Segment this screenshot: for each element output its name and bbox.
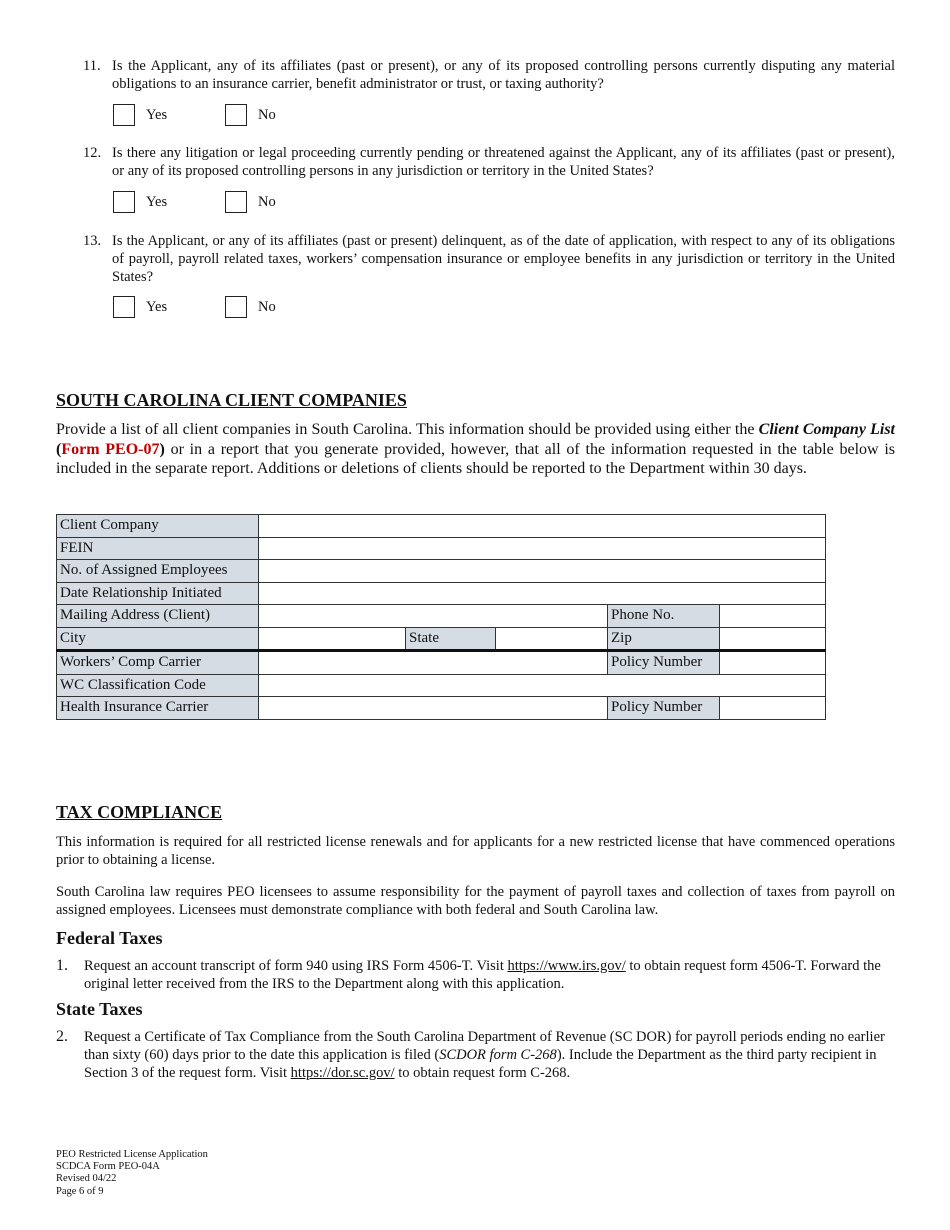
question-number: 13. [83, 233, 102, 249]
question-text: Is there any litigation or legal proceeding currently pending or threatened against the Applicant, any of its affiliates (past or present), or any of its proposed controlling persons in any jurisdiction or territory in the United States? [112, 145, 895, 179]
question-11 [83, 57, 895, 93]
no-label: No [258, 106, 276, 123]
footer-line: Revised 04/22 [56, 1173, 117, 1185]
question-11-yes[interactable] [113, 104, 167, 126]
client-companies-title: SOUTH CAROLINA CLIENT COMPANIES [56, 390, 407, 410]
question-12-yes[interactable] [113, 191, 167, 213]
health-policy-number-field[interactable] [720, 697, 826, 720]
wc-policy-number-field[interactable] [720, 651, 826, 675]
no-checkbox[interactable] [225, 191, 247, 213]
yes-checkbox[interactable] [113, 191, 135, 213]
phone-field[interactable] [720, 605, 826, 628]
yes-label: Yes [146, 106, 168, 123]
form-peo-07-ref: Form PEO-07 [61, 440, 160, 458]
question-12 [83, 144, 895, 180]
date-initiated-label: Date Relationship Initiated [57, 582, 259, 605]
question-13-no[interactable] [225, 296, 276, 318]
client-company-field[interactable] [259, 515, 826, 538]
client-company-list-ref: Client Company List [758, 421, 895, 438]
footer-line: PEO Restricted License Application [56, 1149, 208, 1160]
health-policy-number-label: Policy Number [608, 697, 720, 720]
zip-label: Zip [608, 627, 720, 651]
page-footer [56, 1149, 208, 1198]
state-label: State [406, 627, 496, 651]
yes-checkbox[interactable] [113, 296, 135, 318]
yes-checkbox[interactable] [113, 104, 135, 126]
wc-classification-label: WC Classification Code [57, 674, 259, 697]
intro-text: Provide a list of all client companies in South Carolina. This information should be provided using either the [56, 421, 759, 438]
city-field[interactable] [259, 627, 406, 651]
tax-compliance-title: TAX COMPLIANCE [56, 802, 223, 822]
item-text: Request an account transcript of form 940 using IRS Form 4506-T. Visit [84, 958, 508, 974]
date-initiated-field[interactable] [259, 582, 826, 605]
page-number: Page 6 of 9 [56, 1185, 104, 1197]
question-13-yes[interactable] [113, 296, 167, 318]
mailing-address-field[interactable] [259, 605, 608, 628]
paren-open: ( [56, 440, 62, 458]
question-number: 12. [83, 145, 102, 161]
question-11-no[interactable] [225, 104, 276, 126]
item-number: 1. [56, 957, 68, 974]
scdor-form-ref: SCDOR form C-268 [439, 1047, 557, 1063]
zip-field[interactable] [720, 627, 826, 651]
client-company-label: Client Company [57, 515, 259, 538]
client-companies-intro [56, 420, 895, 479]
paren-close: ) [159, 440, 165, 458]
state-taxes-title: State Taxes [56, 999, 143, 1019]
wc-classification-field[interactable] [259, 674, 826, 697]
assigned-employees-label: No. of Assigned Employees [57, 560, 259, 583]
intro-text: or in a report that you generate provided, however, that all of the information requested in the table below is included in the separate report. Additions or deletions of clients should be reported to the Department within 30 days. [56, 440, 896, 477]
assigned-employees-field[interactable] [259, 560, 826, 583]
city-label: City [57, 627, 259, 651]
fein-label: FEIN [57, 537, 259, 560]
wc-policy-number-label: Policy Number [608, 651, 720, 675]
footer-line: SCDCA Form PEO-04A [56, 1161, 160, 1173]
item-text: Request a Certificate of Tax Compliance from the South Carolina Department of Revenue (SC DOR) for payroll periods ending no earlier than sixty (60) days prior to the date this application is filed ( [84, 1029, 885, 1063]
item-text: to obtain request form C-268. [394, 1065, 571, 1081]
yes-label: Yes [146, 193, 168, 210]
mailing-address-label: Mailing Address (Client) [57, 605, 259, 628]
no-label: No [258, 193, 276, 210]
no-label: No [258, 298, 276, 315]
health-carrier-field[interactable] [259, 697, 608, 720]
wc-carrier-field[interactable] [259, 651, 608, 675]
tax-compliance-para-2: South Carolina law requires PEO licensees to assume responsibility for the payment of payroll taxes and collection of taxes from payroll on assigned employees. Licensees must demonstrate compliance with both federal and South Carolina law. [56, 884, 895, 918]
dor-link[interactable]: https://dor.sc.gov/ [290, 1065, 395, 1081]
state-field[interactable] [496, 627, 608, 651]
no-checkbox[interactable] [225, 104, 247, 126]
question-12-no[interactable] [225, 191, 276, 213]
client-company-table [56, 514, 826, 720]
state-taxes-item [56, 1028, 895, 1082]
item-number: 2. [56, 1028, 68, 1045]
question-13 [83, 232, 895, 286]
no-checkbox[interactable] [225, 296, 247, 318]
federal-taxes-item [56, 957, 895, 993]
fein-field[interactable] [259, 537, 826, 560]
question-text: Is the Applicant, any of its affiliates (past or present), or any of its proposed controlling persons currently disputing any material obligations to an insurance carrier, benefit administrator or trust, or taxing authority? [112, 58, 895, 92]
question-number: 11. [83, 58, 101, 74]
item-text: ). Include the Department as the third party recipient in Section 3 of the request form. Visit [84, 1047, 877, 1081]
tax-compliance-para-1: This information is required for all restricted license renewals and for applicants for a new restricted license that have commenced operations prior to obtaining a license. [56, 834, 895, 868]
item-text: to obtain request form 4506-T. Forward the original letter received from the IRS to the Department along with this application. [84, 958, 881, 992]
health-carrier-label: Health Insurance Carrier [57, 697, 259, 720]
yes-label: Yes [146, 298, 168, 315]
irs-link[interactable]: https://www.irs.gov/ [507, 958, 626, 974]
federal-taxes-title: Federal Taxes [56, 928, 163, 948]
question-text: Is the Applicant, or any of its affiliates (past or present) delinquent, as of the date of application, with respect to any of its obligations of payroll, payroll related taxes, workers’ compensation insurance or employee benefits in any jurisdiction or territory in the United States? [112, 233, 895, 285]
phone-label: Phone No. [608, 605, 720, 628]
wc-carrier-label: Workers’ Comp Carrier [57, 651, 259, 675]
